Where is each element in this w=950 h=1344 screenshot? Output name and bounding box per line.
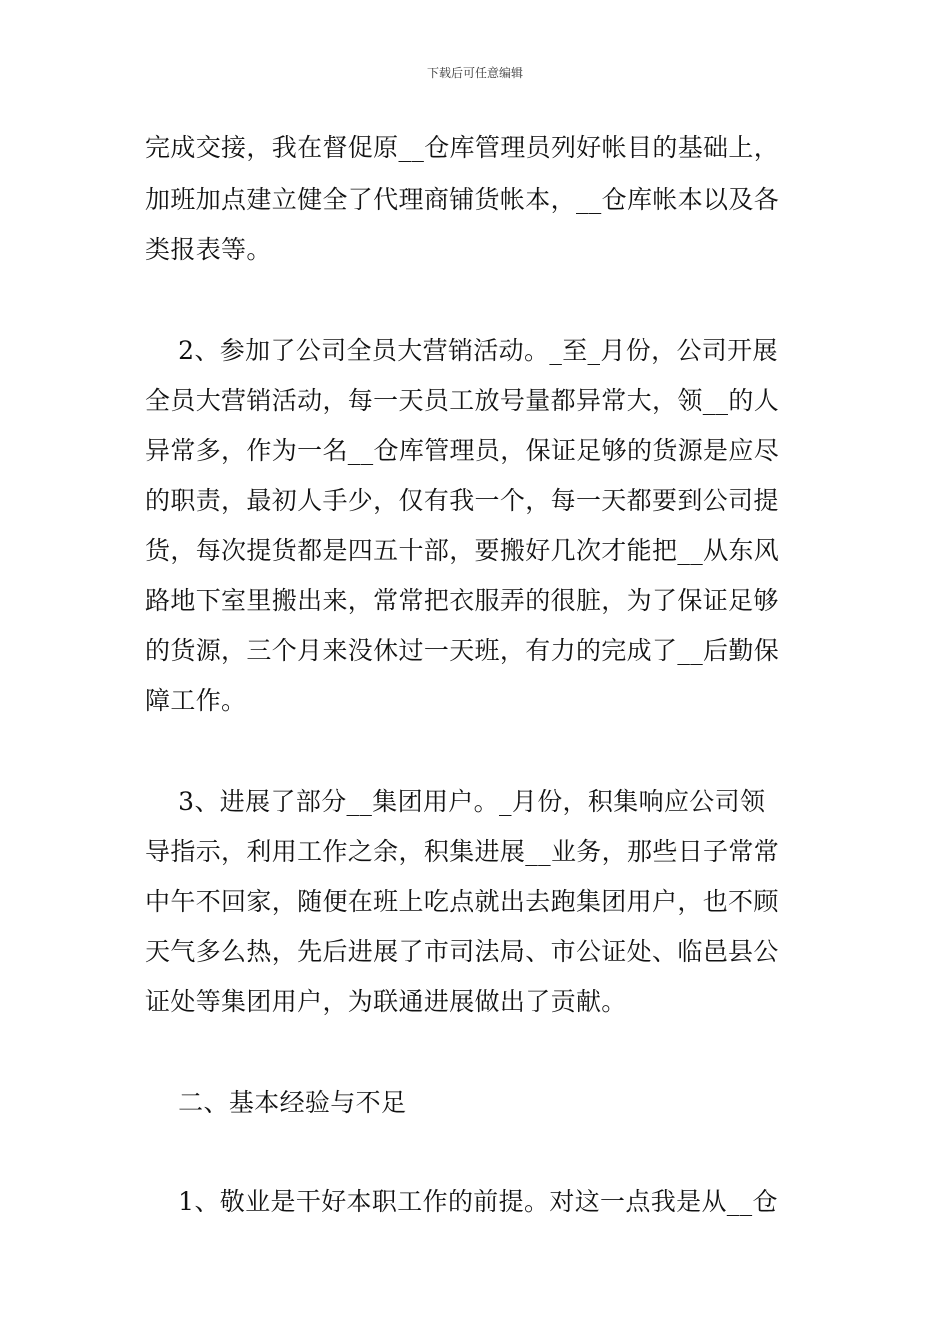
body-line: 货，每次提货都是四五十部，要搬好几次才能把__从东风 <box>145 536 780 565</box>
body-line: 类报表等。 <box>145 235 272 264</box>
body-line: 异常多，作为一名__仓库管理员，保证足够的货源是应尽 <box>145 436 780 465</box>
body-line: 全员大营销活动，每一天员工放号量都异常大，领__的人 <box>145 386 780 415</box>
body-line: 天气多么热，先后进展了市司法局、市公证处、临邑县公 <box>145 937 779 966</box>
body-line: 完成交接，我在督促原__仓库管理员列好帐目的基础上， <box>145 133 780 162</box>
body-line: 3、进展了部分__集团用户。_月份，积集响应公司领 <box>145 787 766 816</box>
body-line: 中午不回家，随便在班上吃点就出去跑集团用户，也不顾 <box>145 887 779 916</box>
page-header: 下载后可任意编辑 <box>426 66 523 80</box>
body-line: 导指示，利用工作之余，积集进展__业务，那些日子常常 <box>145 837 780 866</box>
body-line: 的职责，最初人手少，仅有我一个，每一天都要到公司提 <box>145 486 779 515</box>
body-line: 的货源，三个月来没休过一天班，有力的完成了__后勤保 <box>145 636 780 665</box>
body-line: 路地下室里搬出来，常常把衣服弄的很脏，为了保证足够 <box>145 586 779 615</box>
section-heading: 二、基本经验与不足 <box>145 1088 407 1117</box>
body-line: 1、敬业是干好本职工作的前提。对这一点我是从__仓 <box>145 1187 778 1216</box>
body-line: 2、参加了公司全员大营销活动。_至_月份，公司开展 <box>145 336 778 365</box>
body-line: 障工作。 <box>145 686 247 715</box>
body-line: 证处等集团用户，为联通进展做出了贡献。 <box>145 987 627 1016</box>
body-line: 加班加点建立健全了代理商铺货帐本，__仓库帐本以及各 <box>145 185 780 214</box>
